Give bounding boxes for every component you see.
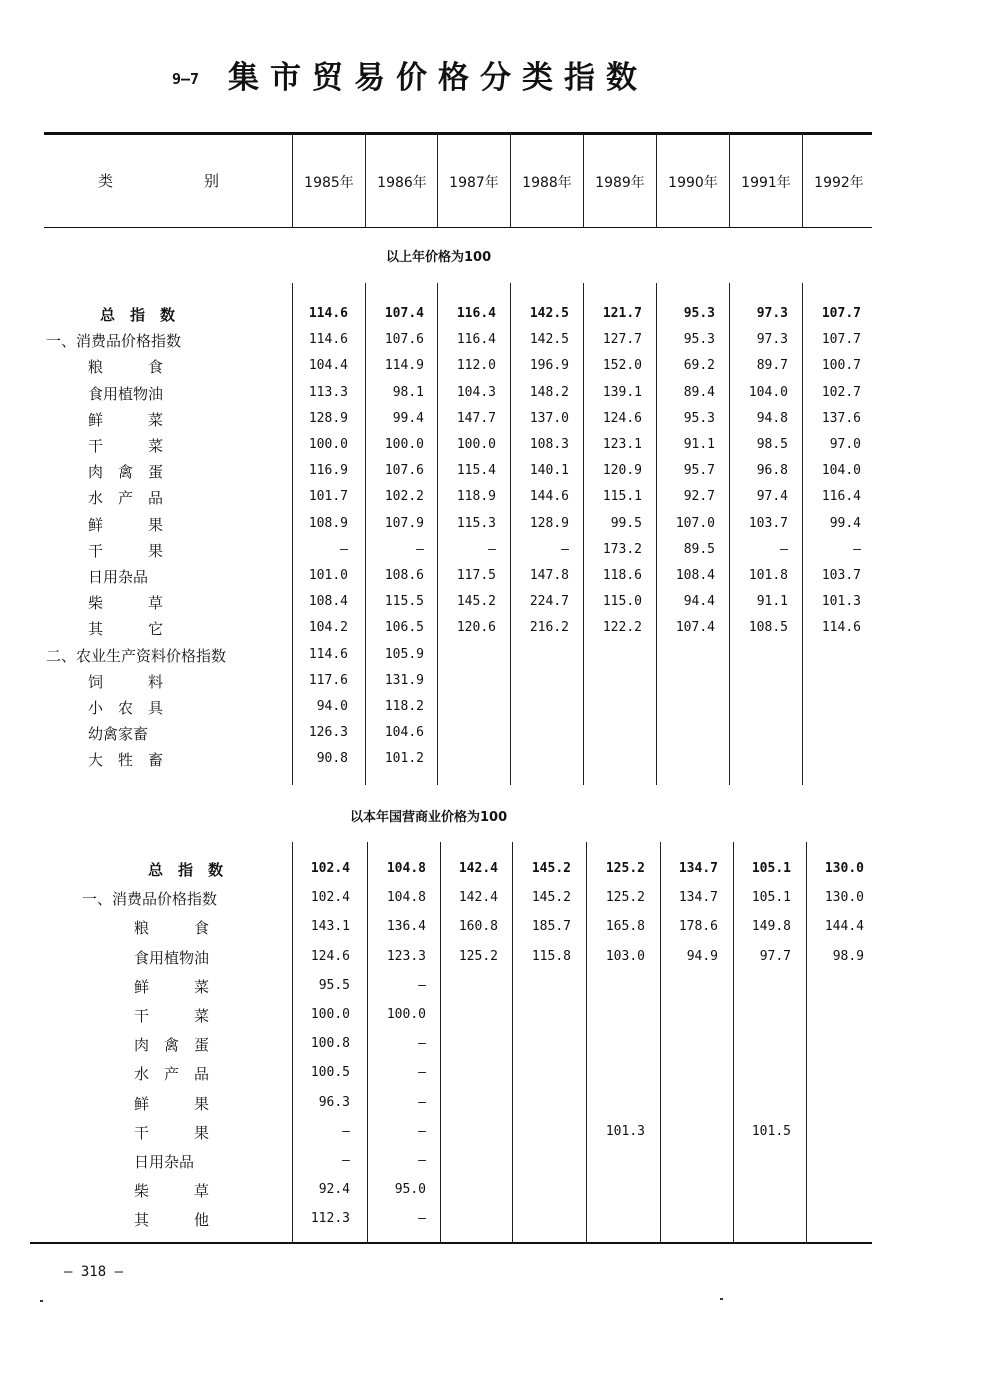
table-cell: 108.4 [308, 594, 348, 610]
table-row [0, 888, 1000, 914]
table-cell: 131.9 [384, 672, 424, 688]
table-cell: 130.0 [824, 890, 864, 906]
table-cell: 97.3 [756, 306, 788, 321]
table-row [0, 435, 1000, 461]
table-cell: 126.3 [308, 725, 348, 741]
table-cell: 97.0 [829, 437, 861, 452]
table-cell: 121.7 [602, 306, 642, 321]
table-cell: 115.1 [602, 489, 642, 505]
table-cell: 117.5 [456, 568, 496, 583]
table-cell: 92.4 [318, 1182, 350, 1198]
table-cell: 108.4 [675, 568, 715, 583]
table-cell: 100.0 [456, 437, 496, 452]
table-cell: 196.9 [529, 358, 569, 374]
row-label: 其 它 [88, 620, 164, 639]
table-cell: 123.3 [386, 948, 426, 964]
table-cell: 95.3 [683, 306, 715, 321]
table-cell: — [340, 541, 348, 557]
table-cell: 116.9 [308, 463, 348, 479]
table-cell: 115.5 [384, 594, 424, 610]
year-header: 1986年 [377, 175, 427, 191]
table-cell: 145.2 [531, 890, 571, 906]
table-cell: 104.0 [748, 384, 788, 400]
row-label: 干 果 [134, 1123, 210, 1142]
table-cell: 142.4 [458, 861, 498, 876]
table-row [0, 1151, 1000, 1177]
table-cell: 116.4 [821, 489, 861, 505]
table-cell: 94.0 [316, 699, 348, 714]
table-cell: 108.5 [748, 620, 788, 636]
table-cell: 69.2 [683, 358, 715, 374]
table-cell: 107.4 [675, 620, 715, 636]
table-cell: 98.1 [392, 384, 424, 400]
table-cell: 115.3 [456, 515, 496, 531]
table-cell: 100.0 [310, 1007, 350, 1022]
table-cell: 137.6 [821, 410, 861, 426]
table-cell: 91.1 [683, 437, 715, 452]
table-row [0, 1063, 1000, 1089]
table-cell: 112.0 [456, 358, 496, 374]
year-header: 1989年 [595, 175, 645, 191]
table-cell: 94.8 [756, 410, 788, 426]
table-row [0, 749, 1000, 775]
table-cell: 98.9 [832, 948, 864, 964]
table-cell: 90.8 [316, 751, 348, 767]
table-cell: — [561, 541, 569, 557]
table-cell: 107.6 [384, 463, 424, 479]
table-cell: 152.0 [602, 358, 642, 374]
table-cell: 124.6 [602, 410, 642, 426]
section2-title: 以本年国营商业价格为100 [350, 810, 508, 825]
table-cell: 97.3 [756, 332, 788, 348]
table-cell: 117.6 [308, 672, 348, 688]
table-cell: 142.5 [529, 306, 569, 321]
table-cell: — [488, 541, 496, 557]
table-cell: 178.6 [678, 919, 718, 935]
table-row [0, 330, 1000, 356]
table-cell: 100.8 [310, 1036, 350, 1052]
table-cell: — [416, 541, 424, 557]
year-header: 1991年 [741, 175, 791, 191]
table-cell: — [418, 977, 426, 993]
table-cell: 94.4 [683, 594, 715, 610]
table-cell: — [418, 1123, 426, 1139]
table-row [0, 723, 1000, 749]
table-cell: 137.0 [529, 410, 569, 426]
table-row [0, 697, 1000, 723]
table-cell: 107.7 [821, 306, 861, 321]
table-cell: 123.1 [602, 437, 642, 452]
table-cell: 106.5 [384, 620, 424, 636]
year-header: 1990年 [668, 175, 718, 191]
table-cell: 114.6 [308, 646, 348, 662]
table-cell: — [418, 1211, 426, 1227]
table-cell: 89.4 [683, 384, 715, 400]
table-cell: — [342, 1123, 350, 1139]
row-label: 小 农 具 [88, 699, 164, 717]
table-cell: 134.7 [678, 861, 718, 876]
table-cell: 118.9 [456, 489, 496, 505]
table-cell: 104.2 [308, 620, 348, 636]
row-label: 鲜 果 [134, 1094, 210, 1113]
table-cell: 94.9 [686, 948, 718, 964]
table-cell: 139.1 [602, 384, 642, 400]
table-cell: 102.4 [310, 890, 350, 906]
table-cell: 107.6 [384, 332, 424, 348]
table-cell: 145.2 [456, 594, 496, 610]
table-cell: 91.1 [756, 594, 788, 610]
table-cell: 115.8 [531, 948, 571, 964]
table-number: 9—7 [172, 70, 200, 88]
table-cell: 160.8 [458, 919, 498, 935]
row-label: 鲜 果 [88, 515, 164, 534]
table-row [0, 566, 1000, 592]
row-label: 一、消费品价格指数 [82, 890, 218, 909]
row-label: 总 指 数 [148, 861, 224, 879]
table-cell: 104.8 [386, 861, 426, 876]
row-label: 粮 食 [88, 358, 164, 377]
year-header: 1987年 [449, 175, 499, 191]
table-cell: 134.7 [678, 890, 718, 906]
table-cell: 103.7 [748, 515, 788, 531]
table-row [0, 1180, 1000, 1206]
table-row [0, 859, 1000, 885]
table-cell: 145.2 [531, 861, 571, 876]
table-cell: 113.3 [308, 384, 348, 400]
table-cell: 144.4 [824, 919, 864, 935]
table-cell: 108.3 [529, 437, 569, 452]
table-cell: 104.3 [456, 384, 496, 400]
table-row [0, 947, 1000, 973]
table-cell: 112.3 [310, 1211, 350, 1227]
table-row [0, 976, 1000, 1002]
table-cell: 96.8 [756, 463, 788, 479]
table-cell: 116.4 [456, 332, 496, 348]
row-label: 柴 草 [134, 1182, 210, 1201]
table-cell: 130.0 [824, 861, 864, 876]
header-category-left: 类 [98, 172, 114, 190]
row-label: 干 果 [88, 541, 164, 560]
table-cell: 89.5 [683, 541, 715, 557]
table-cell: 142.4 [458, 890, 498, 906]
table-cell: 105.9 [384, 646, 424, 662]
table-row [0, 514, 1000, 540]
table-cell: 143.1 [310, 919, 350, 935]
table-cell: 101.7 [308, 489, 348, 505]
table-cell: 99.4 [392, 410, 424, 426]
table-cell: 142.5 [529, 332, 569, 348]
table-cell: 108.9 [308, 515, 348, 531]
table-row [0, 304, 1000, 330]
year-header: 1992年 [814, 175, 864, 191]
header-rule [44, 227, 872, 228]
table-cell: 107.9 [384, 515, 424, 531]
table-cell: 101.5 [751, 1123, 791, 1139]
table-cell: — [780, 541, 788, 557]
table-cell: 95.7 [683, 463, 715, 479]
row-label: 肉 禽 蛋 [88, 463, 164, 482]
table-title-text: 集市贸易价格分类指数 [228, 60, 648, 96]
table-row [0, 461, 1000, 487]
year-header: 1985年 [304, 175, 354, 191]
table-cell: 92.7 [683, 489, 715, 505]
table-cell: 101.8 [748, 568, 788, 583]
table-cell: — [342, 1153, 350, 1168]
table-cell: — [418, 1153, 426, 1168]
table-cell: 107.4 [384, 306, 424, 321]
bottom-rule [30, 1242, 872, 1244]
table-cell: 102.7 [821, 384, 861, 400]
row-label: 食用植物油 [134, 948, 210, 967]
row-label: 大 牲 畜 [88, 751, 164, 770]
table-cell: 104.8 [386, 890, 426, 906]
table-cell: — [853, 541, 861, 557]
table-cell: 125.2 [605, 861, 645, 876]
row-label: 总 指 数 [100, 306, 176, 324]
table-cell: 105.1 [751, 890, 791, 906]
table-cell: 114.6 [821, 620, 861, 636]
table-cell: 105.1 [751, 861, 791, 876]
table-cell: 116.4 [456, 306, 496, 321]
table-cell: 107.0 [675, 515, 715, 531]
table-row [0, 409, 1000, 435]
table-cell: 114.6 [308, 306, 348, 321]
top-rule [44, 132, 872, 135]
table-cell: 108.6 [384, 568, 424, 583]
table-cell: 144.6 [529, 489, 569, 505]
table-cell: 100.5 [310, 1065, 350, 1081]
row-label: 幼禽家畜 [88, 725, 149, 744]
table-cell: 115.0 [602, 594, 642, 610]
table-cell: 97.7 [759, 948, 791, 964]
table-cell: — [418, 1094, 426, 1110]
row-label: 食用植物油 [88, 384, 164, 403]
table-cell: 173.2 [602, 541, 642, 557]
table-row [0, 1005, 1000, 1031]
table-cell: 224.7 [529, 594, 569, 610]
table-cell: 125.2 [458, 948, 498, 964]
table-cell: 147.8 [529, 568, 569, 583]
table-cell: 104.4 [308, 358, 348, 374]
row-label: 肉 禽 蛋 [134, 1036, 210, 1055]
row-label: 二、农业生产资料价格指数 [46, 646, 227, 665]
table-cell: 149.8 [751, 919, 791, 935]
scan-speck [40, 1300, 43, 1302]
table-cell: 165.8 [605, 919, 645, 935]
table-cell: 97.4 [756, 489, 788, 505]
table-cell: 147.7 [456, 410, 496, 426]
table-cell: 102.2 [384, 489, 424, 505]
table-cell: 103.7 [821, 568, 861, 583]
row-label: 鲜 菜 [134, 977, 210, 996]
row-label: 日用杂品 [134, 1153, 195, 1171]
table-row [0, 540, 1000, 566]
table-row [0, 487, 1000, 513]
row-label: 水 产 品 [88, 489, 164, 508]
row-label: 干 菜 [134, 1007, 210, 1025]
row-label: 饲 料 [88, 672, 164, 691]
row-label: 日用杂品 [88, 568, 149, 586]
table-cell: 216.2 [529, 620, 569, 636]
table-cell: — [418, 1036, 426, 1052]
table-cell: 107.7 [821, 332, 861, 348]
row-label: 水 产 品 [134, 1065, 210, 1084]
table-cell: 101.3 [821, 594, 861, 610]
scan-speck [720, 1298, 723, 1300]
table-cell: 95.0 [394, 1182, 426, 1198]
table-row [0, 1034, 1000, 1060]
table-cell: 89.7 [756, 358, 788, 374]
table-cell: 101.2 [384, 751, 424, 767]
table-row [0, 645, 1000, 671]
table-cell: 100.0 [308, 437, 348, 452]
table-cell: 104.0 [821, 463, 861, 479]
row-label: 柴 草 [88, 594, 164, 613]
table-cell: 127.7 [602, 332, 642, 348]
table-cell: 100.0 [384, 437, 424, 452]
table-cell: 100.0 [386, 1007, 426, 1022]
row-label: 粮 食 [134, 919, 210, 938]
table-cell: 99.4 [829, 515, 861, 531]
header-category-right: 别 [204, 172, 220, 190]
page-number: — 318 — [64, 1264, 124, 1280]
table-cell: 128.9 [529, 515, 569, 531]
table-cell: 104.6 [384, 725, 424, 741]
row-label: 其 他 [134, 1211, 210, 1230]
table-cell: 124.6 [310, 948, 350, 964]
table-cell: 99.5 [610, 515, 642, 531]
table-cell: 148.2 [529, 384, 569, 400]
table-cell: 122.2 [602, 620, 642, 636]
table-row [0, 592, 1000, 618]
row-label: 干 菜 [88, 437, 164, 455]
table-row [0, 383, 1000, 409]
table-cell: 185.7 [531, 919, 571, 935]
table-cell: 101.3 [605, 1123, 645, 1139]
table-row [0, 1122, 1000, 1148]
table-cell: 96.3 [318, 1094, 350, 1110]
table-row [0, 618, 1000, 644]
table-cell: — [418, 1065, 426, 1081]
table-cell: 95.3 [683, 410, 715, 426]
year-header: 1988年 [522, 175, 572, 191]
table-cell: 100.7 [821, 358, 861, 374]
table-row [0, 671, 1000, 697]
table-cell: 102.4 [310, 861, 350, 876]
table-cell: 114.9 [384, 358, 424, 374]
table-row [0, 917, 1000, 943]
table-row [0, 1209, 1000, 1235]
table-cell: 125.2 [605, 890, 645, 906]
section1-title: 以上年价格为100 [386, 250, 492, 265]
table-row [0, 1093, 1000, 1119]
row-label: 一、消费品价格指数 [46, 332, 182, 351]
table-cell: 128.9 [308, 410, 348, 426]
table-cell: 114.6 [308, 332, 348, 348]
table-cell: 95.3 [683, 332, 715, 348]
table-cell: 118.2 [384, 699, 424, 714]
table-cell: 95.5 [318, 977, 350, 993]
table-cell: 98.5 [756, 437, 788, 452]
table-cell: 140.1 [529, 463, 569, 479]
table-cell: 136.4 [386, 919, 426, 935]
table-cell: 118.6 [602, 568, 642, 583]
table-cell: 120.9 [602, 463, 642, 479]
table-cell: 120.6 [456, 620, 496, 636]
row-label: 鲜 菜 [88, 410, 164, 429]
table-cell: 103.0 [605, 948, 645, 964]
table-cell: 115.4 [456, 463, 496, 479]
table-row [0, 356, 1000, 382]
table-cell: 101.0 [308, 568, 348, 583]
